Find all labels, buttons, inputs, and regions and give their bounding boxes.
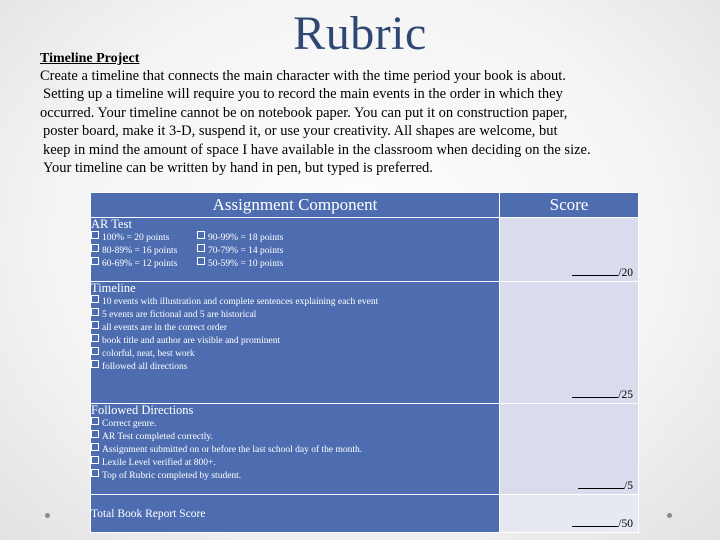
description-line: occurred. Your timeline cannot be on notebook paper. You can put it on construction paper, — [40, 104, 568, 121]
ar-test-title: AR Test — [91, 217, 132, 231]
checkbox-icon — [91, 257, 99, 265]
checkbox-icon — [91, 360, 99, 368]
ar-test-score: /20 — [572, 265, 633, 279]
list-item: Assignment submitted on or before the last school day of the month. — [91, 443, 499, 456]
checkbox-icon — [91, 295, 99, 303]
header-score: Score — [500, 193, 639, 218]
followed-directions-title: Followed Directions — [91, 403, 194, 417]
description-line: Your timeline can be written by hand in pen, but typed is preferred. — [43, 160, 433, 177]
checkbox-icon — [91, 308, 99, 316]
checkbox-icon — [91, 244, 99, 252]
project-label: Timeline Project — [40, 51, 140, 66]
list-item: Correct genre. — [91, 417, 499, 430]
table-row-total — [91, 495, 639, 533]
description-line: Create a timeline that connects the main character with the time period your book is about. — [40, 68, 566, 84]
description-line: poster board, make it 3-D, suspend it, or use your creativity. All shapes are welcome, but — [43, 123, 558, 140]
list-item: 5 events are fictional and 5 are historical — [91, 308, 499, 321]
list-item: all events are in the correct order — [91, 321, 499, 334]
ar-test-score-cell[interactable] — [500, 218, 639, 282]
ar-test-cell — [91, 218, 500, 282]
table-row-ar-test — [91, 218, 639, 282]
checkbox-icon — [91, 347, 99, 355]
checkbox-icon — [91, 443, 99, 451]
slide-title: Rubric — [293, 7, 427, 60]
list-item: colorful, neat, best work — [91, 347, 499, 360]
list-item: AR Test completed correctly. — [91, 430, 499, 443]
followed-directions-score-cell[interactable] — [500, 404, 639, 495]
checkbox-icon — [91, 231, 99, 239]
checkbox-icon — [197, 244, 205, 252]
timeline-score-cell[interactable] — [500, 282, 639, 404]
checkbox-icon — [197, 257, 205, 265]
checkbox-icon — [91, 469, 99, 477]
followed-directions-score: /5 — [578, 478, 633, 492]
list-item: followed all directions — [91, 360, 499, 373]
list-item: book title and author are visible and prominent — [91, 334, 499, 347]
rubric-table — [90, 192, 639, 533]
list-item: Top of Rubric completed by student. — [91, 469, 499, 482]
table-row-followed-directions — [91, 404, 639, 495]
list-item: 80-89% = 16 points 70-79% = 14 points — [91, 244, 499, 257]
header-assignment-component: Assignment Component — [91, 193, 500, 218]
project-description — [40, 67, 700, 177]
total-score: /50 — [572, 516, 633, 530]
checkbox-icon — [91, 321, 99, 329]
list-item: Lexile Level verified at 800+. — [91, 456, 499, 469]
list-item: 60-69% = 12 points 50-59% = 10 points — [91, 257, 499, 270]
followed-directions-cell — [91, 404, 500, 495]
checkbox-icon — [91, 334, 99, 342]
description-line: keep in mind the amount of space I have available in the classroom when deciding on the size. — [43, 141, 591, 158]
list-item: 10 events with illustration and complete sentences explaining each event — [91, 295, 499, 308]
total-label: Total Book Report Score — [91, 495, 500, 533]
total-score-cell[interactable] — [500, 495, 639, 533]
description-line: Setting up a timeline will require you to record the main events in the order in which they — [43, 86, 563, 103]
checkbox-icon — [197, 231, 205, 239]
list-item: 100% = 20 points 90-99% = 18 points — [91, 231, 499, 244]
timeline-cell — [91, 282, 500, 404]
timeline-title: Timeline — [91, 281, 136, 295]
table-row-timeline — [91, 282, 639, 404]
checkbox-icon — [91, 456, 99, 464]
checkbox-icon — [91, 417, 99, 425]
decorative-dot-icon — [45, 513, 50, 518]
decorative-dot-icon — [667, 513, 672, 518]
timeline-score: /25 — [572, 387, 633, 401]
checkbox-icon — [91, 430, 99, 438]
